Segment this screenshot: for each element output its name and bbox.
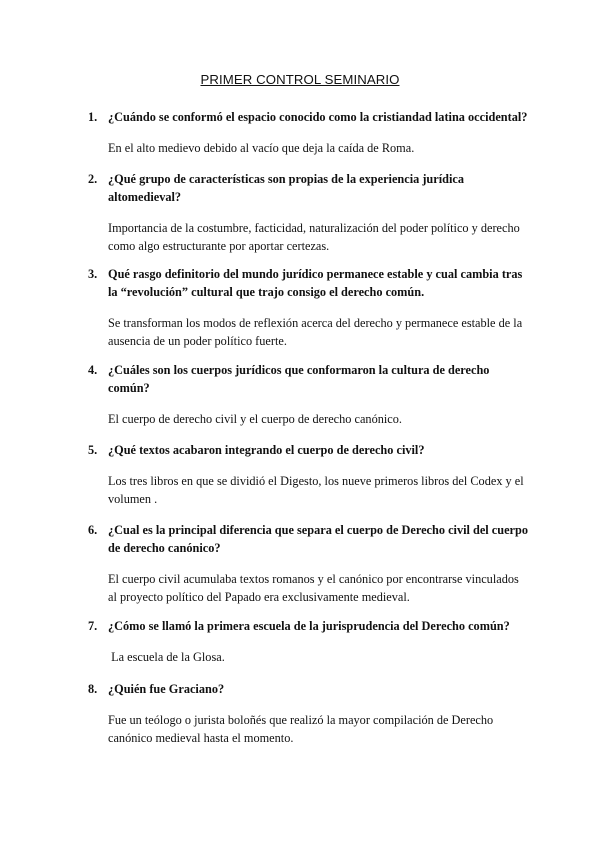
question-number: 2. (88, 172, 98, 186)
question-text: ¿Cómo se llamó la primera escuela de la jurisprudencia del Derecho común? (108, 619, 510, 633)
qa-item-8 (88, 680, 528, 747)
question-5 (88, 441, 528, 459)
question-8 (88, 680, 528, 698)
question-text: ¿Quién fue Graciano? (108, 682, 225, 696)
answer-6: El cuerpo civil acumulaba textos romanos y el canónico por encontrarse vinculados al proyecto político del Papado era exclusivamente medieval. (108, 572, 519, 604)
qa-item-7 (88, 617, 528, 666)
qa-item-6 (88, 521, 528, 606)
question-text: ¿Qué grupo de características son propias de la experiencia jurídica altomedieval? (108, 172, 465, 204)
question-3 (88, 265, 528, 301)
document-title: PRIMER CONTROL SEMINARIO (200, 72, 400, 87)
qa-item-5 (88, 441, 528, 508)
question-number: 5. (88, 443, 98, 457)
question-text: ¿Cuáles son los cuerpos jurídicos que conformaron la cultura de derecho común? (108, 363, 490, 395)
question-number: 7. (88, 619, 98, 633)
question-text: ¿Cuándo se conformó el espacio conocido como la cristiandad latina occidental? (108, 110, 528, 124)
question-1 (88, 108, 528, 126)
question-2 (88, 170, 528, 206)
answer-8: Fue un teólogo o jurista boloñés que realizó la mayor compilación de Derecho canónico medieval hasta el momento. (108, 713, 494, 745)
qa-item-2 (88, 170, 528, 255)
qa-item-4 (88, 361, 528, 428)
question-text: ¿Cual es la principal diferencia que separa el cuerpo de Derecho civil del cuerpo de derecho canónico? (108, 523, 528, 555)
answer-5: Los tres libros en que se dividió el Digesto, los nueve primeros libros del Codex y el volumen . (108, 474, 524, 506)
answer-4: El cuerpo de derecho civil y el cuerpo de derecho canónico. (108, 412, 402, 426)
question-number: 3. (88, 267, 98, 281)
question-7 (88, 617, 528, 635)
question-number: 1. (88, 110, 98, 124)
qa-item-1 (88, 108, 528, 157)
question-6 (88, 521, 528, 557)
question-number: 8. (88, 682, 98, 696)
question-number: 4. (88, 363, 98, 377)
question-text: Qué rasgo definitorio del mundo jurídico permanece estable y cual cambia tras la “revolución” cultural que trajo consigo el derecho común. (108, 267, 523, 299)
answer-2: Importancia de la costumbre, facticidad, naturalización del poder político y derecho como algo estructurante por aportar certezas. (108, 221, 520, 253)
answer-3: Se transforman los modos de reflexión acerca del derecho y permanece estable de la ausencia de un poder político fuerte. (108, 316, 523, 348)
qa-item-3 (88, 265, 528, 350)
answer-7: La escuela de la Glosa. (108, 650, 225, 664)
question-text: ¿Qué textos acabaron integrando el cuerpo de derecho civil? (108, 443, 425, 457)
question-number: 6. (88, 523, 98, 537)
answer-1: En el alto medievo debido al vacío que deja la caída de Roma. (108, 141, 415, 155)
question-4 (88, 361, 528, 397)
